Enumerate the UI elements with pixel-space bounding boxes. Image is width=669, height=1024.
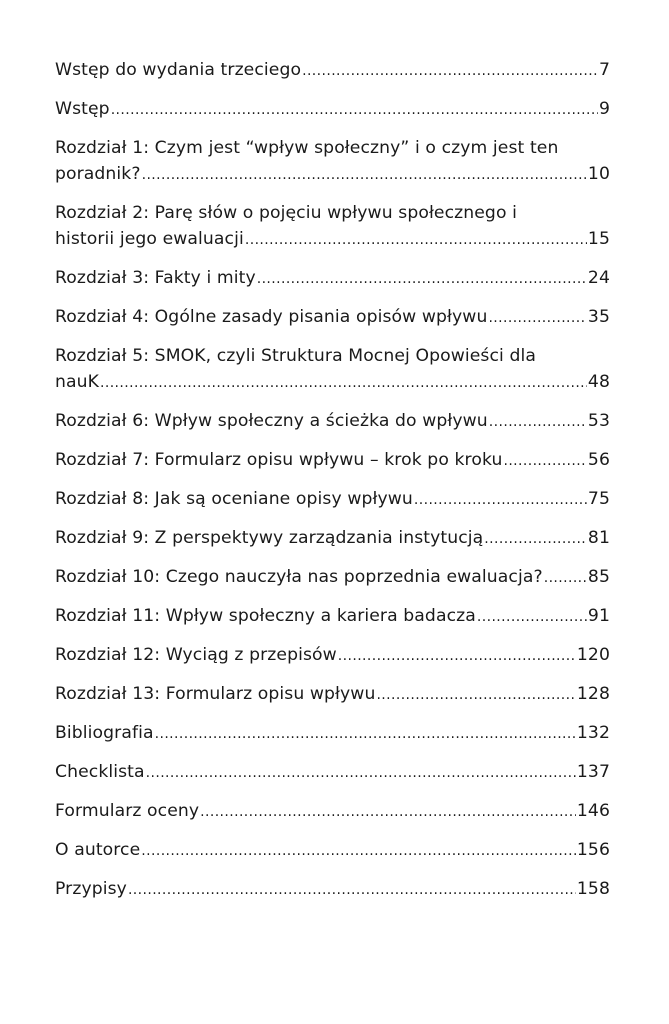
toc-entry[interactable] [55,486,610,513]
toc-entry-title: nauK [55,372,99,392]
toc-entry[interactable] [55,876,610,903]
toc-entry-line [55,525,610,552]
toc-page-number: 15 [587,229,610,249]
table-of-contents [55,57,610,915]
toc-entry[interactable] [55,200,610,253]
toc-page-number: 75 [587,489,610,509]
dot-leader [338,643,576,669]
toc-entry-title: Wstęp do wydania trzeciego [55,60,302,80]
toc-entry-title: Formularz oceny [55,801,200,821]
toc-entry[interactable] [55,265,610,292]
toc-entry-line [55,96,610,123]
dot-leader [111,97,598,123]
dot-leader [128,877,576,903]
toc-page-number: 9 [598,99,610,119]
toc-entry-line [55,447,610,474]
dot-leader [100,370,587,396]
toc-entry-title: Bibliografia [55,723,154,743]
toc-entry-title: Rozdział 10: Czego nauczyła nas poprzednia ewaluacja? [55,567,543,587]
toc-entry-line [55,720,610,747]
dot-leader [376,682,575,708]
dot-leader [484,526,587,552]
toc-page-number: 132 [576,723,610,743]
toc-page-number: 24 [587,268,610,288]
toc-page-number: 48 [587,372,610,392]
dot-leader [141,838,576,864]
toc-entry-title: Rozdział 4: Ogólne zasady pisania opisów wpływu [55,307,488,327]
toc-page-number: 120 [576,645,610,665]
toc-page-number: 128 [576,684,610,704]
toc-entry-line [55,343,610,369]
dot-leader [544,565,587,591]
dot-leader [488,305,586,331]
toc-page-number: 156 [576,840,610,860]
toc-entry[interactable] [55,525,610,552]
toc-page-number: 146 [576,801,610,821]
toc-entry-line [55,304,610,331]
toc-entry-line [55,265,610,292]
toc-entry-title: Checklista [55,762,145,782]
toc-entry-line [55,369,610,396]
toc-entry-title: Rozdział 6: Wpływ społeczny a ścieżka do wpływu [55,411,488,431]
toc-entry-line [55,564,610,591]
dot-leader [477,604,587,630]
toc-entry[interactable] [55,447,610,474]
toc-entry-line [55,642,610,669]
toc-entry-title: Rozdział 13: Formularz opisu wpływu [55,684,376,704]
dot-leader [146,760,576,786]
toc-page-number: 10 [587,164,610,184]
toc-entry[interactable] [55,408,610,435]
toc-entry-line [55,135,610,161]
toc-page-number: 7 [598,60,610,80]
dot-leader [489,409,587,435]
toc-entry-title: Wstęp [55,99,110,119]
toc-entry-title: Rozdział 12: Wyciąg z przepisów [55,645,337,665]
toc-entry[interactable] [55,57,610,84]
toc-page-number: 53 [587,411,610,431]
toc-page-number: 137 [576,762,610,782]
toc-entry-title: Rozdział 8: Jak są oceniane opisy wpływu [55,489,413,509]
toc-entry-title: Rozdział 7: Formularz opisu wpływu – krok po kroku [55,450,503,470]
toc-entry-title: Przypisy [55,879,127,899]
toc-page-number: 56 [587,450,610,470]
toc-entry[interactable] [55,798,610,825]
toc-entry[interactable] [55,642,610,669]
toc-entry-line [55,161,610,188]
toc-page-number: 85 [587,567,610,587]
toc-page-number: 91 [587,606,610,626]
toc-entry[interactable] [55,681,610,708]
toc-entry-line [55,876,610,903]
toc-entry-title: Rozdział 1: Czym jest “wpływ społeczny” i o czym jest ten [55,138,559,158]
toc-entry[interactable] [55,720,610,747]
toc-entry-title: Rozdział 2: Parę słów o pojęciu wpływu społecznego i [55,203,518,223]
dot-leader [302,58,598,84]
toc-entry-line [55,226,610,253]
toc-entry-title: Rozdział 3: Fakty i mity [55,268,256,288]
toc-page-number: 81 [587,528,610,548]
dot-leader [155,721,576,747]
dot-leader [245,227,587,253]
toc-entry-title: historii jego ewaluacji [55,229,244,249]
toc-page-number: 158 [576,879,610,899]
dot-leader [503,448,586,474]
toc-entry[interactable] [55,603,610,630]
toc-entry[interactable] [55,135,610,188]
toc-entry-title: Rozdział 9: Z perspektywy zarządzania instytucją [55,528,484,548]
toc-entry[interactable] [55,96,610,123]
dot-leader [257,266,587,292]
toc-entry-title: poradnik? [55,164,141,184]
toc-entry[interactable] [55,837,610,864]
toc-entry-line [55,603,610,630]
toc-entry-line [55,798,610,825]
toc-entry[interactable] [55,759,610,786]
toc-entry[interactable] [55,343,610,396]
dot-leader [414,487,587,513]
toc-entry-line [55,486,610,513]
toc-entry-line [55,837,610,864]
toc-entry-title: Rozdział 11: Wpływ społeczny a kariera badacza [55,606,476,626]
toc-entry-line [55,200,610,226]
toc-entry-title: O autorce [55,840,141,860]
toc-entry-title: Rozdział 5: SMOK, czyli Struktura Mocnej Opowieści dla [55,346,536,366]
dot-leader [200,799,576,825]
toc-entry[interactable] [55,564,610,591]
toc-entry-line [55,759,610,786]
toc-page-number: 35 [587,307,610,327]
toc-entry[interactable] [55,304,610,331]
toc-entry-line [55,408,610,435]
toc-entry-line [55,681,610,708]
dot-leader [142,162,587,188]
toc-entry-line [55,57,610,84]
